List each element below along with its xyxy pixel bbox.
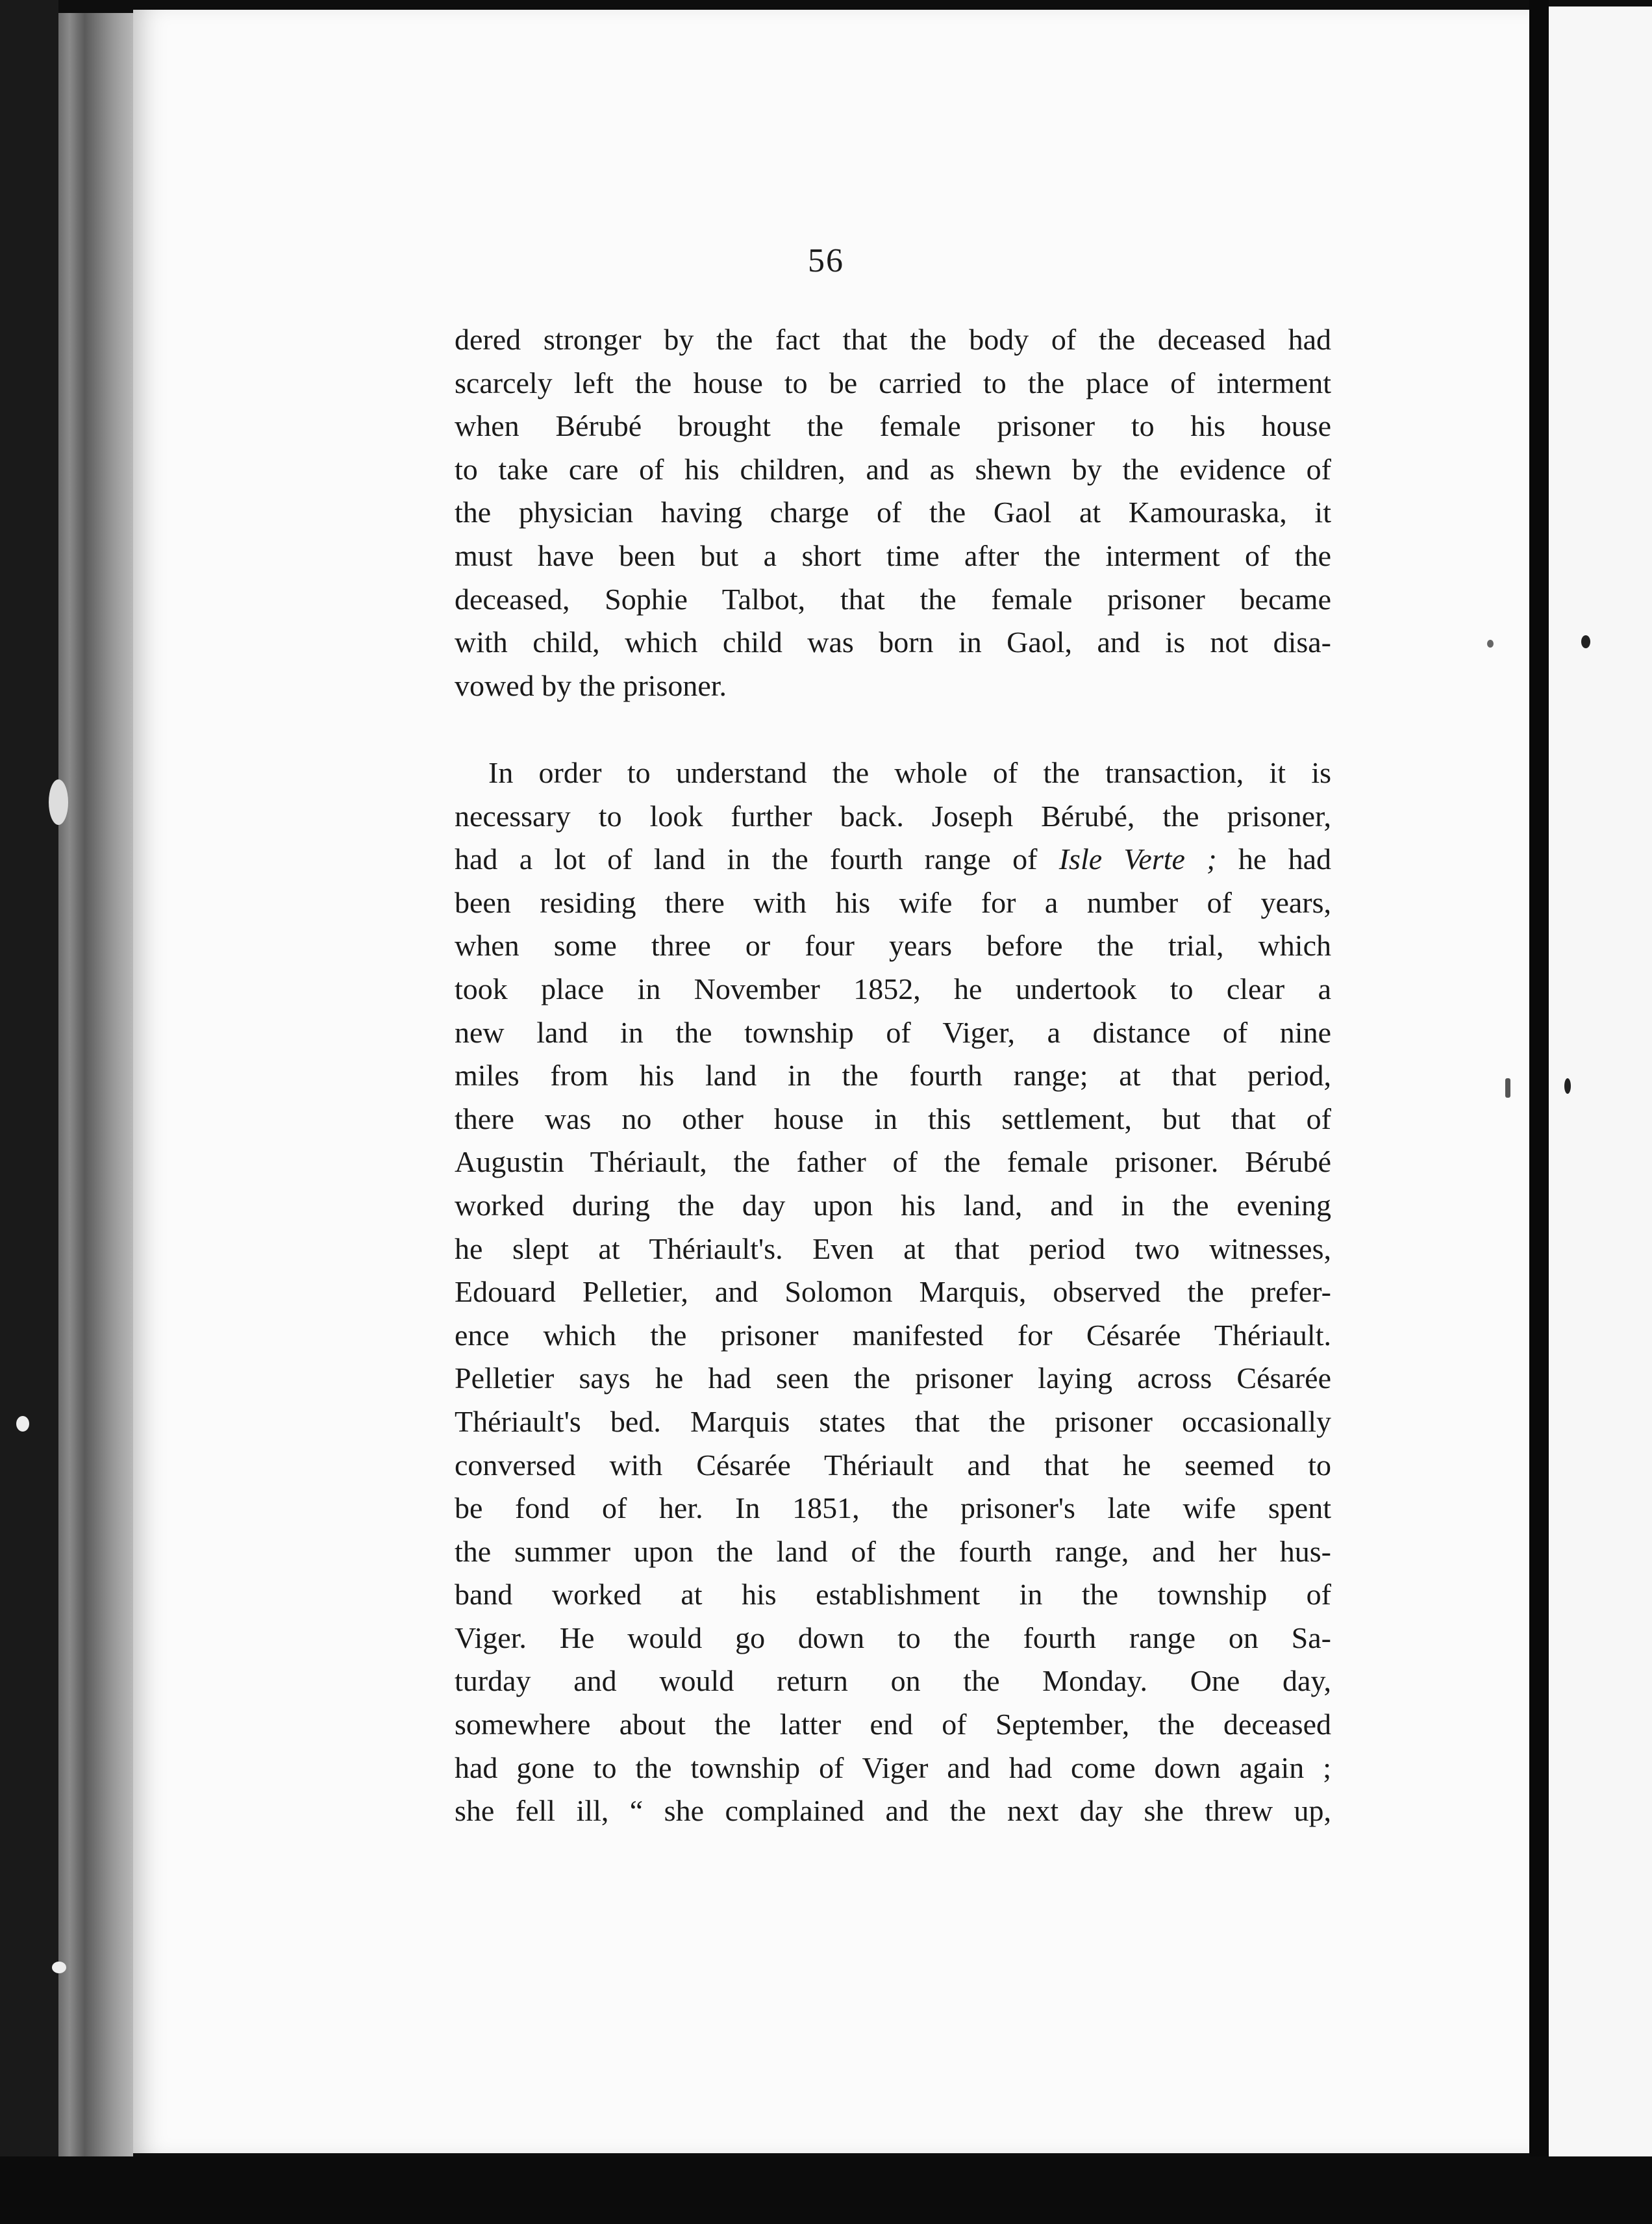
text-line: be fond of her. In 1851, the prisoner's late wife spent <box>455 1491 1331 1525</box>
text-line: been residing there with his wife for a number of years, <box>455 885 1331 919</box>
text-segment: he had <box>1238 842 1331 876</box>
scan-speck <box>49 779 68 825</box>
text-line: conversed with Césarée Thériault and that he seemed to <box>455 1448 1331 1482</box>
page-number: 56 <box>808 242 844 279</box>
text-line: Thériault's bed. Marquis states that the prisoner occasionally <box>455 1404 1331 1438</box>
text-line: miles from his land in the fourth range; at that period, <box>455 1059 1331 1093</box>
text-line: vowed by the prisoner. <box>455 668 727 702</box>
text-line: he slept at Thériault's. Even at that period two witnesses, <box>455 1232 1331 1265</box>
book-spine-edge <box>58 13 133 2156</box>
scan-speck <box>1505 1078 1510 1098</box>
text-line: there was no other house in this settlement, but that of <box>455 1102 1331 1135</box>
text-line: Viger. He would go down to the fourth range on Sa- <box>455 1621 1331 1654</box>
paragraph-2 <box>455 752 1331 1833</box>
text-line: when some three or four years before the trial, which <box>455 929 1331 963</box>
bottom-margin <box>0 2156 1652 2224</box>
text-line: worked during the day upon his land, and in the evening <box>455 1188 1331 1222</box>
paragraph-1 <box>455 318 1331 707</box>
scan-speck <box>52 1962 66 1973</box>
text-line: dered stronger by the fact that the body of the deceased had <box>455 323 1331 356</box>
text-line: deceased, Sophie Talbot, that the female prisoner became <box>455 582 1331 616</box>
text-line: she fell ill, “ she complained and the next day she threw up, <box>455 1794 1331 1828</box>
scan-speck <box>1487 640 1494 648</box>
scan-speck <box>1581 635 1590 648</box>
text-line: somewhere about the latter end of September, the deceased <box>455 1708 1331 1741</box>
text-line: took place in November 1852, he undertook to clear a <box>455 972 1331 1005</box>
text-line: had gone to the township of Viger and had come down again ; <box>455 1750 1331 1784</box>
text-line: with child, which child was born in Gaol, and is not disa- <box>455 626 1331 659</box>
text-line: band worked at his establishment in the township of <box>455 1578 1331 1611</box>
text-line: when Bérubé brought the female prisoner to his house <box>455 409 1331 443</box>
text-line: new land in the township of Viger, a distance of nine <box>455 1015 1331 1049</box>
text-line: the physician having charge of the Gaol at Kamouraska, it <box>455 496 1331 529</box>
text-line: Edouard Pelletier, and Solomon Marquis, observed the prefer- <box>455 1275 1331 1309</box>
text-line: turday and would return on the Monday. One day, <box>455 1664 1331 1698</box>
text-line-with-italic <box>455 838 1331 881</box>
scan-speck <box>1564 1078 1571 1094</box>
text-line: scarcely left the house to be carried to the place of interment <box>455 366 1331 399</box>
text-line: Augustin Thériault, the father of the female prisoner. Bérubé <box>455 1145 1331 1179</box>
binding-shadow <box>0 0 58 2224</box>
text-line: ence which the prisoner manifested for Césarée Thériault. <box>455 1318 1331 1352</box>
scan-speck <box>16 1416 29 1432</box>
text-line: In order to understand the whole of the transaction, it is <box>488 756 1331 789</box>
text-segment: had a lot of land in the fourth range of <box>455 842 1038 876</box>
text-line: must have been but a short time after the interment of the <box>455 538 1331 572</box>
text-line: to take care of his children, and as shewn by the evidence of <box>455 452 1331 486</box>
text-line: the summer upon the land of the fourth range, and her hus- <box>455 1534 1331 1568</box>
right-gutter <box>1529 0 1549 2224</box>
text-line: Pelletier says he had seen the prisoner laying across Césarée <box>455 1361 1331 1395</box>
place-name-italic: Isle Verte ; <box>1058 842 1217 876</box>
text-line: necessary to look further back. Joseph Bérubé, the prisoner, <box>455 799 1331 833</box>
